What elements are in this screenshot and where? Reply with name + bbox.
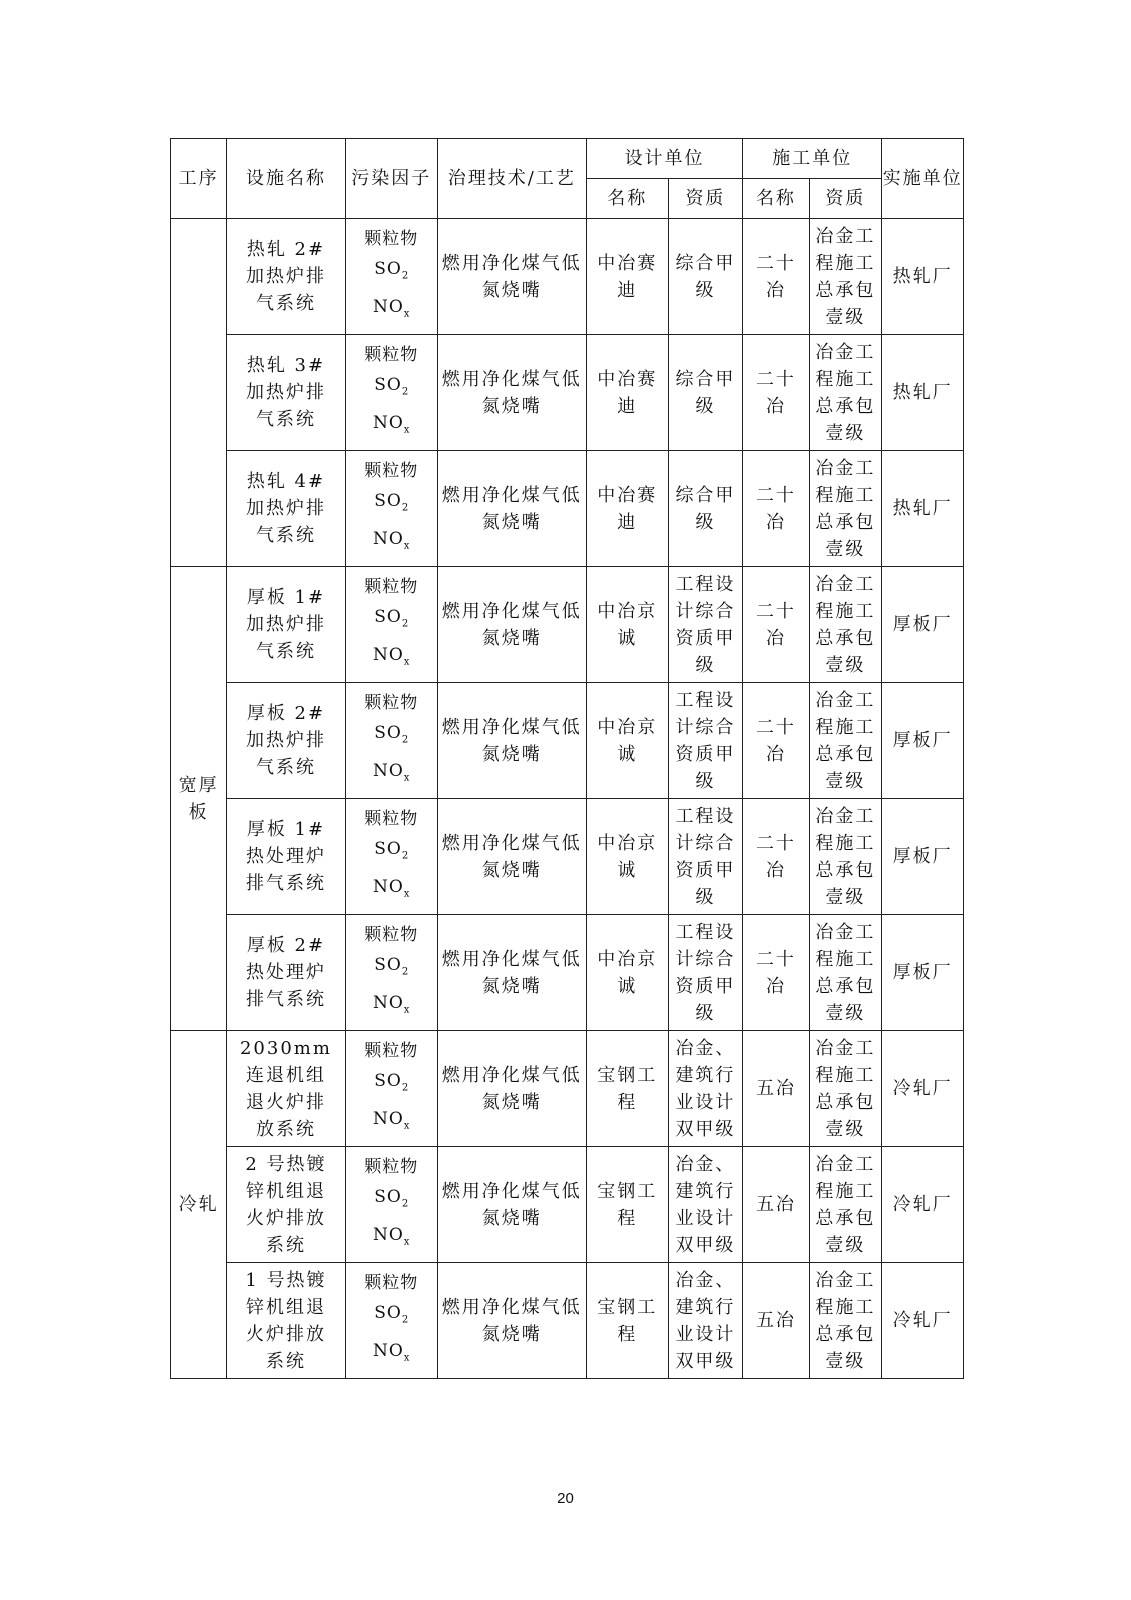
construction-name-cell [743,1147,809,1263]
construction-qualification-cell-text: 冶金工程施工总承包壹级 [815,1269,876,1372]
so2-base: SO [374,607,402,628]
so2-base: SO [374,375,402,396]
design-name-cell [586,335,668,451]
implementing-unit-cell-text: 热轧厂 [892,498,953,519]
so2-subscript: 2 [401,1314,409,1326]
nox-base: NO [372,412,404,433]
design-qualification-cell [668,451,743,567]
pollutant-cell [345,915,437,1031]
table-row [171,219,964,335]
table-row [171,799,964,915]
nox-subscript: x [403,1351,410,1363]
facility-cell-text: 热轧 2#加热炉排气系统 [245,239,326,314]
facility-cell [227,1147,346,1263]
pollutant-nox [373,1336,409,1373]
so2-base: SO [374,1303,402,1324]
design-qualification-cell [668,219,743,335]
design-qualification-cell-text: 工程设计综合资质甲级 [675,921,736,1024]
header-construction-qualification: 资质 [809,179,882,219]
pollutant-so2 [374,254,408,291]
table-body [171,219,964,1379]
pollutant-list [346,1152,437,1257]
pollutant-cell [345,451,437,567]
design-qualification-cell-text: 综合甲级 [675,484,736,533]
pollutant-list [346,340,437,445]
header-design-unit: 设计单位 [586,139,742,179]
header-implementing-unit: 实施单位 [882,139,964,219]
so2-base: SO [374,259,402,280]
design-qualification-cell-text: 冶金、建筑行业设计双甲级 [675,1037,736,1140]
header-design-name: 名称 [586,179,668,219]
facility-cell-text: 厚板 2#热处理炉排气系统 [245,935,326,1010]
facility-cell-text: 2030mm 连退机组退火炉排放系统 [239,1037,332,1140]
construction-qualification-cell [809,451,882,567]
design-name-cell [586,567,668,683]
technology-cell [437,799,586,915]
construction-qualification-cell [809,915,882,1031]
pollutant-cell [345,1031,437,1147]
construction-qualification-cell-text: 冶金工程施工总承包壹级 [815,573,876,676]
design-qualification-cell [668,1263,743,1379]
design-name-cell-text: 中冶赛迪 [597,368,658,417]
construction-qualification-cell-text: 冶金工程施工总承包壹级 [815,1153,876,1256]
nox-base: NO [372,992,404,1013]
implementing-unit-cell [882,683,964,799]
page-number: 20 [557,1490,574,1507]
nox-subscript: x [403,307,410,319]
pollutant-particulate: 颗粒物 [364,693,419,714]
process-cell: 宽厚板 [171,567,227,1031]
technology-cell-text: 燃用净化煤气低氮烧嘴 [441,484,582,533]
so2-subscript: 2 [401,386,409,398]
so2-base: SO [374,491,402,512]
construction-name-cell [743,1263,809,1379]
design-name-cell [586,683,668,799]
construction-name-cell-text: 二十冶 [755,368,796,417]
design-qualification-cell [668,567,743,683]
construction-name-cell-text: 二十冶 [755,948,796,997]
so2-subscript: 2 [401,270,409,282]
pollutant-particulate: 颗粒物 [364,229,419,250]
implementing-unit-cell [882,1263,964,1379]
pollutant-particulate: 颗粒物 [364,1157,419,1178]
facility-cell [227,799,346,915]
pollutant-so2 [374,834,408,871]
pollutant-so2 [374,950,408,987]
design-qualification-cell-text: 冶金、建筑行业设计双甲级 [675,1153,736,1256]
technology-cell [437,1263,586,1379]
nox-base: NO [372,760,404,781]
header-facility: 设施名称 [227,139,346,219]
design-qualification-cell-text: 工程设计综合资质甲级 [675,805,736,908]
technology-cell-text: 燃用净化煤气低氮烧嘴 [441,252,582,301]
facility-cell-text: 厚板 1#加热炉排气系统 [245,587,326,662]
design-name-cell-text: 中冶京诚 [597,832,658,881]
table-row [171,451,964,567]
pollutant-so2 [374,1182,408,1219]
technology-cell [437,567,586,683]
construction-qualification-cell-text: 冶金工程施工总承包壹级 [815,689,876,792]
pollutant-particulate: 颗粒物 [364,925,419,946]
construction-qualification-cell [809,219,882,335]
pollutant-list [346,688,437,793]
table-row [171,335,964,451]
implementing-unit-cell [882,799,964,915]
construction-qualification-cell [809,1031,882,1147]
header-technology: 治理技术/工艺 [437,139,586,219]
facility-cell-text: 2 号热镀锌机组退火炉排放系统 [245,1153,327,1256]
pollutant-particulate: 颗粒物 [364,809,419,830]
technology-cell-text: 燃用净化煤气低氮烧嘴 [441,948,582,997]
pollutant-list [346,804,437,909]
implementing-unit-cell-text: 厚板厂 [892,846,953,867]
facility-cell [227,451,346,567]
facility-cell [227,567,346,683]
pollutant-so2 [374,602,408,639]
design-qualification-cell-text: 工程设计综合资质甲级 [675,573,736,676]
construction-qualification-cell [809,799,882,915]
facility-cell-text: 1 号热镀锌机组退火炉排放系统 [245,1269,327,1372]
so2-subscript: 2 [401,618,409,630]
construction-name-cell-text: 二十冶 [755,832,796,881]
table-row [171,915,964,1031]
design-name-cell-text: 中冶京诚 [597,600,658,649]
implementing-unit-cell [882,915,964,1031]
nox-subscript: x [403,771,410,783]
construction-qualification-cell-text: 冶金工程施工总承包壹级 [815,921,876,1024]
nox-base: NO [372,1108,404,1129]
implementing-unit-cell-text: 冷轧厂 [892,1310,953,1331]
construction-name-cell-text: 二十冶 [755,484,796,533]
so2-base: SO [374,839,402,860]
nox-base: NO [372,528,404,549]
nox-base: NO [372,296,404,317]
pollutant-particulate: 颗粒物 [364,461,419,482]
pollutant-so2 [374,1298,408,1335]
technology-cell [437,915,586,1031]
technology-cell [437,335,586,451]
design-name-cell [586,1147,668,1263]
implementing-unit-cell-text: 冷轧厂 [892,1194,953,1215]
so2-subscript: 2 [401,734,409,746]
construction-qualification-cell [809,1263,882,1379]
pollutant-nox [373,292,409,329]
pollutant-list [346,1268,437,1373]
technology-cell-text: 燃用净化煤气低氮烧嘴 [441,600,582,649]
pollutant-particulate: 颗粒物 [364,577,419,598]
construction-name-cell-text: 二十冶 [755,716,796,765]
table-row [171,1031,964,1147]
implementing-unit-cell-text: 厚板厂 [892,962,953,983]
implementing-unit-cell-text: 热轧厂 [892,382,953,403]
header-construction-name: 名称 [743,179,809,219]
pollutant-cell [345,567,437,683]
header-pollutant: 污染因子 [345,139,437,219]
pollutant-cell [345,335,437,451]
design-qualification-cell [668,335,743,451]
design-name-cell-text: 宝钢工程 [597,1180,658,1229]
facility-cell-text: 热轧 4#加热炉排气系统 [245,471,326,546]
nox-base: NO [372,1340,404,1361]
so2-subscript: 2 [401,1082,409,1094]
facility-cell [227,1031,346,1147]
pollutant-so2 [374,486,408,523]
pollutant-cell [345,1147,437,1263]
technology-cell [437,683,586,799]
construction-name-cell [743,451,809,567]
design-name-cell-text: 中冶京诚 [597,948,658,997]
design-name-cell-text: 中冶京诚 [597,716,658,765]
pollutant-nox [373,988,409,1025]
pollutant-cell [345,1263,437,1379]
construction-name-cell [743,683,809,799]
nox-base: NO [372,644,404,665]
technology-cell [437,1147,586,1263]
technology-cell [437,219,586,335]
pollutant-particulate: 颗粒物 [364,1273,419,1294]
nox-subscript: x [403,423,410,435]
design-name-cell [586,219,668,335]
construction-qualification-cell [809,683,882,799]
facility-cell [227,219,346,335]
process-cell [171,219,227,567]
facility-cell-text: 热轧 3#加热炉排气系统 [245,355,326,430]
design-qualification-cell-text: 冶金、建筑行业设计双甲级 [675,1269,736,1372]
facility-cell-text: 厚板 2#加热炉排气系统 [245,703,326,778]
table-row [171,1147,964,1263]
design-name-cell-text: 中冶赛迪 [597,484,658,533]
so2-subscript: 2 [401,1198,409,1210]
construction-qualification-cell-text: 冶金工程施工总承包壹级 [815,457,876,560]
so2-subscript: 2 [401,850,409,862]
so2-base: SO [374,955,402,976]
pollutant-list [346,224,437,329]
implementing-unit-cell-text: 冷轧厂 [892,1078,953,1099]
pollutant-nox [373,640,409,677]
so2-subscript: 2 [401,966,409,978]
design-qualification-cell [668,1031,743,1147]
pollutant-cell [345,219,437,335]
technology-cell-text: 燃用净化煤气低氮烧嘴 [441,832,582,881]
pollutant-nox [373,408,409,445]
implementing-unit-cell [882,219,964,335]
construction-qualification-cell [809,335,882,451]
pollutant-list [346,572,437,677]
technology-cell-text: 燃用净化煤气低氮烧嘴 [441,716,582,765]
pollutant-cell [345,799,437,915]
design-name-cell-text: 中冶赛迪 [597,252,658,301]
facility-cell [227,335,346,451]
pollutant-so2 [374,718,408,755]
pollutant-nox [373,1220,409,1257]
technology-cell-text: 燃用净化煤气低氮烧嘴 [441,1180,582,1229]
construction-qualification-cell-text: 冶金工程施工总承包壹级 [815,225,876,328]
nox-base: NO [372,876,404,897]
construction-name-cell [743,915,809,1031]
design-name-cell [586,451,668,567]
table-row [171,1263,964,1379]
construction-qualification-cell-text: 冶金工程施工总承包壹级 [815,341,876,444]
so2-subscript: 2 [401,502,409,514]
technology-cell-text: 燃用净化煤气低氮烧嘴 [441,368,582,417]
pollutant-list [346,456,437,561]
table-row [171,683,964,799]
nox-subscript: x [403,655,410,667]
pollutant-nox [373,756,409,793]
design-name-cell [586,1263,668,1379]
construction-name-cell-text: 五冶 [755,1078,796,1099]
design-qualification-cell [668,1147,743,1263]
design-qualification-cell [668,683,743,799]
so2-base: SO [374,1187,402,1208]
pollutant-particulate: 颗粒物 [364,1041,419,1062]
construction-name-cell [743,567,809,683]
construction-name-cell [743,799,809,915]
pollutant-so2 [374,370,408,407]
construction-name-cell-text: 五冶 [755,1310,796,1331]
design-qualification-cell-text: 工程设计综合资质甲级 [675,689,736,792]
implementing-unit-cell-text: 厚板厂 [892,730,953,751]
design-name-cell [586,1031,668,1147]
construction-name-cell-text: 五冶 [755,1194,796,1215]
implementing-unit-cell [882,1147,964,1263]
design-name-cell-text: 宝钢工程 [597,1296,658,1345]
facility-cell [227,915,346,1031]
pollutant-nox [373,1104,409,1141]
table-row [171,567,964,683]
design-qualification-cell-text: 综合甲级 [675,368,736,417]
facility-cell [227,1263,346,1379]
implementing-unit-cell-text: 热轧厂 [892,266,953,287]
construction-qualification-cell [809,1147,882,1263]
emission-facilities-table [170,138,964,1379]
technology-cell [437,1031,586,1147]
pollutant-so2 [374,1066,408,1103]
pollutant-nox [373,872,409,909]
so2-base: SO [374,723,402,744]
pollutant-nox [373,524,409,561]
nox-subscript: x [403,1119,410,1131]
nox-subscript: x [403,539,410,551]
technology-cell-text: 燃用净化煤气低氮烧嘴 [441,1296,582,1345]
implementing-unit-cell [882,1031,964,1147]
pollutant-list [346,1036,437,1141]
pollutant-particulate: 颗粒物 [364,345,419,366]
technology-cell [437,451,586,567]
so2-base: SO [374,1071,402,1092]
nox-subscript: x [403,1235,410,1247]
header-process: 工序 [171,139,227,219]
construction-qualification-cell-text: 冶金工程施工总承包壹级 [815,1037,876,1140]
implementing-unit-cell [882,451,964,567]
pollutant-cell [345,683,437,799]
construction-name-cell [743,335,809,451]
process-cell: 冷轧 [171,1031,227,1379]
technology-cell-text: 燃用净化煤气低氮烧嘴 [441,1064,582,1113]
pollutant-list [346,920,437,1025]
facility-cell-text: 厚板 1#热处理炉排气系统 [245,819,326,894]
construction-qualification-cell [809,567,882,683]
construction-qualification-cell-text: 冶金工程施工总承包壹级 [815,805,876,908]
design-qualification-cell [668,799,743,915]
header-construction-unit: 施工单位 [743,139,882,179]
construction-name-cell-text: 二十冶 [755,600,796,649]
design-name-cell [586,915,668,1031]
design-qualification-cell-text: 综合甲级 [675,252,736,301]
nox-subscript: x [403,887,410,899]
construction-name-cell [743,1031,809,1147]
nox-subscript: x [403,1003,410,1015]
design-name-cell [586,799,668,915]
design-qualification-cell [668,915,743,1031]
implementing-unit-cell [882,335,964,451]
facility-cell [227,683,346,799]
design-name-cell-text: 宝钢工程 [597,1064,658,1113]
implementing-unit-cell-text: 厚板厂 [892,614,953,635]
construction-name-cell [743,219,809,335]
implementing-unit-cell [882,567,964,683]
header-design-qualification: 资质 [668,179,743,219]
construction-name-cell-text: 二十冶 [755,252,796,301]
nox-base: NO [372,1224,404,1245]
